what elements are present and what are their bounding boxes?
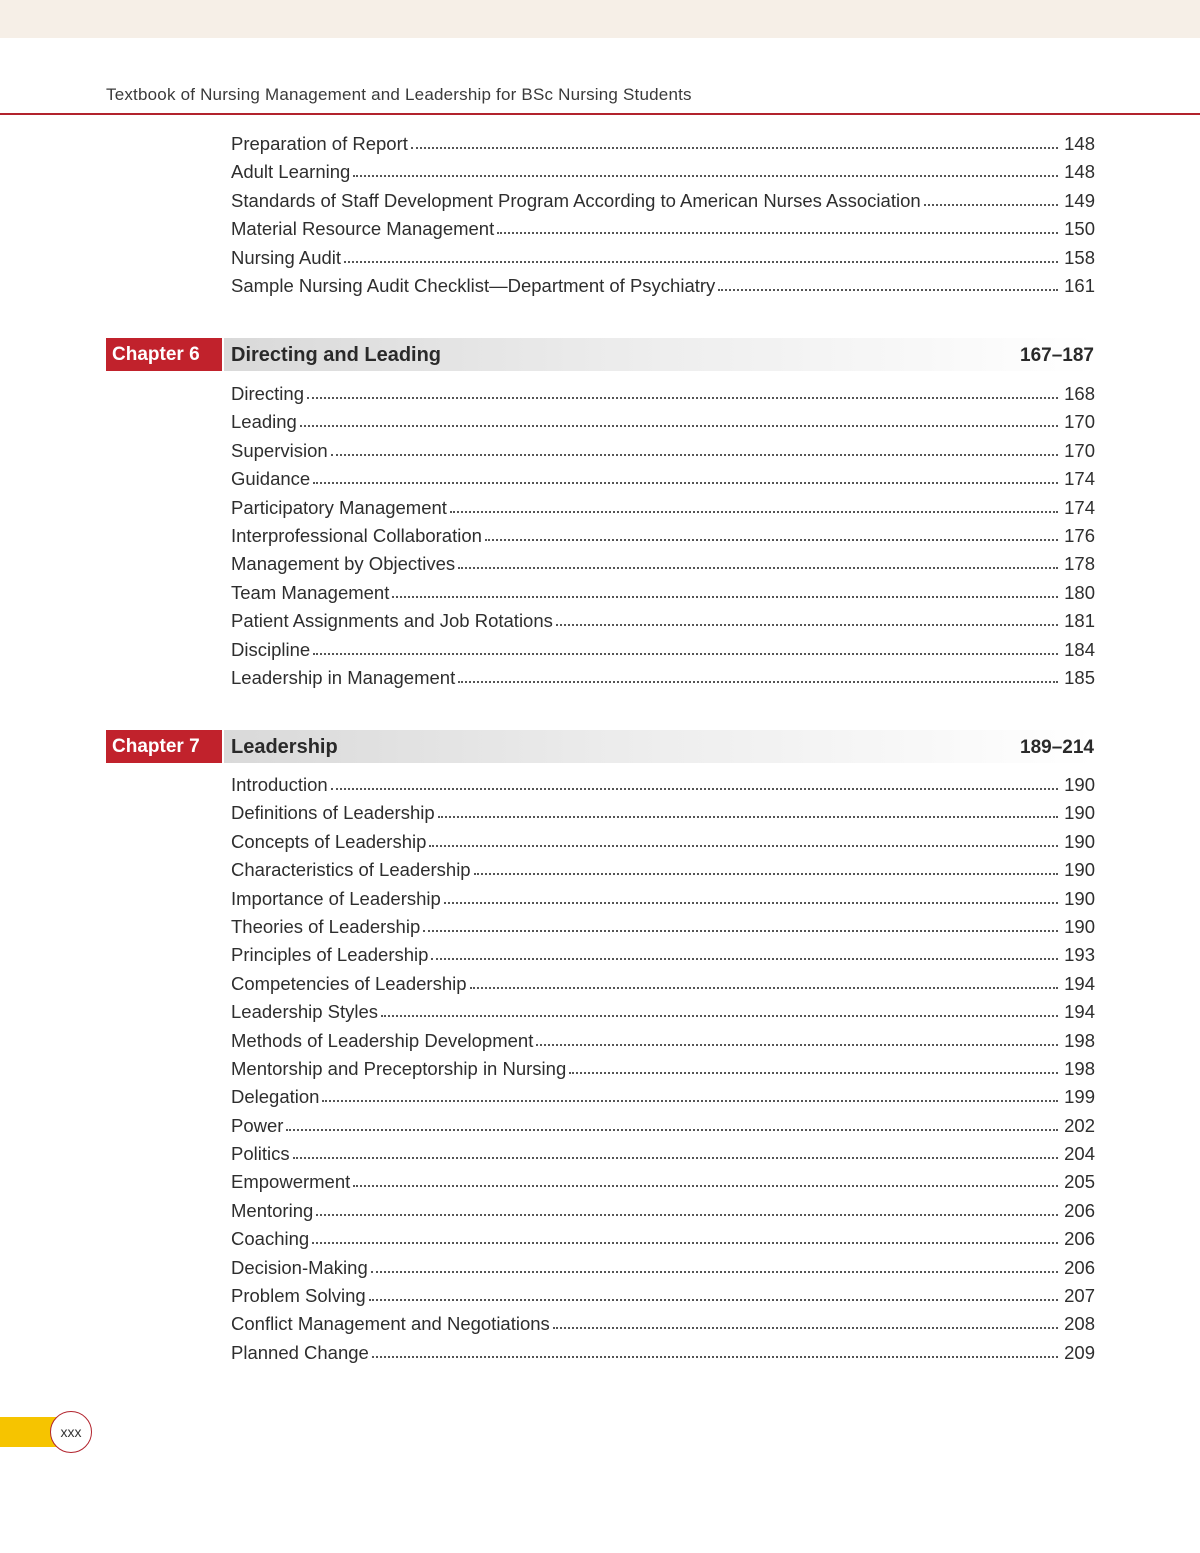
toc-entry-title: Participatory Management	[231, 496, 447, 518]
toc-entry-title: Guidance	[231, 468, 311, 490]
toc-entry-title: Discipline	[231, 638, 311, 660]
toc-entry[interactable]	[231, 497, 1095, 525]
toc-entry-page: 174	[1064, 468, 1095, 490]
toc-entry-page: 170	[1064, 411, 1095, 433]
toc-entry-title: Theories of Leadership	[231, 915, 421, 937]
toc-entry[interactable]	[231, 774, 1095, 802]
toc-entry[interactable]	[231, 1143, 1095, 1171]
toc-entry-title: Decision-Making	[231, 1256, 368, 1278]
toc-entry-page: 149	[1064, 189, 1095, 211]
toc-entry-title: Conflict Management and Negotiations	[231, 1313, 550, 1335]
toc-entry-page: 202	[1064, 1114, 1095, 1136]
dot-leader	[331, 449, 1058, 456]
toc-entry-title: Management by Objectives	[231, 553, 456, 575]
toc-entry-page: 194	[1064, 972, 1095, 994]
toc-entry-title: Directing	[231, 383, 304, 404]
page-number: xxx	[50, 1411, 92, 1453]
toc-entry-title: Nursing Audit	[231, 246, 342, 268]
toc-entry[interactable]	[231, 802, 1095, 830]
toc-entry-page: 148	[1064, 133, 1095, 154]
toc-entry[interactable]	[231, 639, 1095, 667]
toc-entry-title: Concepts of Leadership	[231, 830, 427, 852]
dot-leader	[316, 1209, 1058, 1216]
dot-leader	[392, 591, 1058, 598]
dot-leader	[381, 1010, 1058, 1017]
chapter-page-range: 167–187	[1020, 345, 1094, 366]
chapter-7-entries	[231, 774, 1095, 1370]
dot-leader	[536, 1039, 1058, 1046]
dot-leader	[450, 506, 1058, 513]
toc-continued-list	[231, 133, 1095, 303]
toc-entry-title: Mentorship and Preceptorship in Nursing	[231, 1057, 567, 1079]
dot-leader	[438, 811, 1058, 818]
toc-entry-page: 190	[1064, 830, 1095, 852]
toc-entry-page: 168	[1064, 383, 1095, 404]
toc-entry-page: 176	[1064, 524, 1095, 546]
dot-leader	[353, 170, 1058, 177]
toc-entry-title: Leadership Styles	[231, 1001, 379, 1023]
toc-entry-title: Methods of Leadership Development	[231, 1029, 534, 1051]
toc-entry[interactable]	[231, 1115, 1095, 1143]
toc-entry[interactable]	[231, 916, 1095, 944]
toc-entry[interactable]	[231, 468, 1095, 496]
dot-leader	[569, 1067, 1058, 1074]
dot-leader	[313, 648, 1058, 655]
toc-entry-page: 185	[1064, 666, 1095, 688]
dot-leader	[372, 1351, 1058, 1358]
toc-entry[interactable]	[231, 161, 1095, 189]
toc-entry-title: Adult Learning	[231, 161, 351, 183]
toc-entry-page: 199	[1064, 1086, 1095, 1108]
dot-leader	[718, 284, 1058, 291]
dot-leader	[429, 840, 1058, 847]
dot-leader	[369, 1294, 1058, 1301]
chapter-heading-band	[224, 730, 1094, 763]
toc-entry-title: Patient Assignments and Job Rotations	[231, 610, 553, 632]
toc-entry[interactable]	[231, 1171, 1095, 1199]
toc-entry-title: Characteristics of Leadership	[231, 859, 471, 881]
toc-entry-page: 206	[1064, 1256, 1095, 1278]
dot-leader	[485, 534, 1058, 541]
toc-entry-page: 190	[1064, 887, 1095, 909]
toc-entry-page: 184	[1064, 638, 1095, 660]
toc-entry-title: Coaching	[231, 1228, 310, 1250]
toc-entry-page: 209	[1064, 1341, 1095, 1363]
dot-leader	[322, 1095, 1058, 1102]
toc-entry-page: 148	[1064, 161, 1095, 183]
toc-entry-page: 198	[1064, 1029, 1095, 1051]
toc-entry-page: 190	[1064, 802, 1095, 824]
chapter-7-heading[interactable]	[106, 730, 1094, 763]
toc-entry[interactable]	[231, 859, 1095, 887]
chapter-label: Chapter 7	[106, 730, 222, 763]
toc-entry-page: 207	[1064, 1285, 1095, 1307]
chapter-label: Chapter 6	[106, 338, 222, 371]
toc-entry-page: 206	[1064, 1228, 1095, 1250]
dot-leader	[344, 256, 1058, 263]
dot-leader	[431, 953, 1058, 960]
toc-entry-title: Preparation of Report	[231, 133, 408, 154]
running-head: Textbook of Nursing Management and Leadership for BSc Nursing Students	[106, 85, 692, 104]
dot-leader	[444, 897, 1058, 904]
dot-leader	[458, 562, 1058, 569]
dot-leader	[293, 1152, 1059, 1159]
toc-entry[interactable]	[231, 888, 1095, 916]
dot-leader	[307, 392, 1058, 399]
toc-entry-title: Leading	[231, 411, 297, 433]
toc-entry-title: Definitions of Leadership	[231, 802, 435, 824]
dot-leader	[497, 227, 1058, 234]
toc-entry-page: 190	[1064, 915, 1095, 937]
dot-leader	[458, 676, 1058, 683]
toc-entry-title: Delegation	[231, 1086, 320, 1108]
toc-entry[interactable]	[231, 218, 1095, 246]
dot-leader	[470, 982, 1059, 989]
toc-entry[interactable]	[231, 411, 1095, 439]
toc-entry-title: Importance of Leadership	[231, 887, 441, 909]
toc-entry-title: Planned Change	[231, 1341, 369, 1363]
toc-entry-title: Politics	[231, 1143, 290, 1165]
toc-entry-title: Supervision	[231, 439, 328, 461]
toc-entry-page: 193	[1064, 944, 1095, 966]
toc-entry[interactable]	[231, 1313, 1095, 1341]
toc-entry[interactable]	[231, 1342, 1095, 1370]
toc-entry-title: Power	[231, 1114, 284, 1136]
toc-entry[interactable]	[231, 1285, 1095, 1313]
toc-entry-page: 208	[1064, 1313, 1095, 1335]
dot-leader	[411, 142, 1058, 149]
top-band	[0, 0, 1200, 38]
toc-entry[interactable]	[231, 1228, 1095, 1256]
toc-entry-page: 190	[1064, 774, 1095, 795]
chapter-6-entries	[231, 383, 1095, 695]
chapter-title: Directing and Leading	[231, 344, 442, 366]
toc-entry[interactable]	[231, 525, 1095, 553]
chapter-6-heading[interactable]	[106, 338, 1094, 371]
toc-entry-page: 161	[1064, 274, 1095, 296]
dot-leader	[924, 199, 1058, 206]
toc-entry-title: Competencies of Leadership	[231, 972, 467, 994]
dot-leader	[312, 1237, 1058, 1244]
toc-entry-page: 158	[1064, 246, 1095, 268]
toc-entry[interactable]	[231, 1030, 1095, 1058]
dot-leader	[553, 1322, 1058, 1329]
toc-entry-page: 150	[1064, 218, 1095, 240]
toc-entry-title: Problem Solving	[231, 1285, 366, 1307]
toc-entry-page: 194	[1064, 1001, 1095, 1023]
toc-entry[interactable]	[231, 944, 1095, 972]
toc-entry-page: 190	[1064, 859, 1095, 881]
toc-entry[interactable]	[231, 275, 1095, 303]
toc-entry[interactable]	[231, 440, 1095, 468]
dot-leader	[300, 420, 1058, 427]
dot-leader	[423, 925, 1058, 932]
toc-entry-page: 181	[1064, 610, 1095, 632]
toc-entry-page: 174	[1064, 496, 1095, 518]
toc-entry-title: Team Management	[231, 581, 390, 603]
toc-entry-page: 206	[1064, 1199, 1095, 1221]
dot-leader	[556, 619, 1058, 626]
toc-entry-title: Empowerment	[231, 1171, 351, 1193]
toc-entry-title: Standards of Staff Development Program According to American Nurses Association	[231, 189, 921, 211]
toc-entry[interactable]	[231, 973, 1095, 1001]
header-rule	[0, 113, 1200, 115]
toc-entry[interactable]	[231, 831, 1095, 859]
toc-entry[interactable]	[231, 582, 1095, 610]
toc-entry[interactable]	[231, 553, 1095, 581]
chapter-page-range: 189–214	[1020, 737, 1094, 758]
toc-entry-title: Introduction	[231, 774, 328, 795]
dot-leader	[474, 868, 1059, 875]
toc-entry-page: 180	[1064, 581, 1095, 603]
toc-entry[interactable]	[231, 1058, 1095, 1086]
dot-leader	[313, 477, 1058, 484]
dot-leader	[286, 1124, 1058, 1131]
toc-entry[interactable]	[231, 383, 1095, 411]
toc-entry-page: 205	[1064, 1171, 1095, 1193]
toc-entry-title: Leadership in Management	[231, 666, 456, 688]
toc-entry[interactable]	[231, 1086, 1095, 1114]
toc-entry-page: 170	[1064, 439, 1095, 461]
toc-entry-title: Interprofessional Collaboration	[231, 524, 482, 546]
toc-entry-page: 178	[1064, 553, 1095, 575]
toc-entry[interactable]	[231, 1001, 1095, 1029]
toc-entry-page: 198	[1064, 1057, 1095, 1079]
toc-entry-title: Sample Nursing Audit Checklist—Department of Psychiatry	[231, 274, 716, 296]
dot-leader	[353, 1180, 1058, 1187]
dot-leader	[331, 783, 1058, 790]
dot-leader	[371, 1266, 1058, 1273]
toc-entry-title: Principles of Leadership	[231, 944, 429, 966]
toc-entry-title: Mentoring	[231, 1199, 314, 1221]
toc-entry[interactable]	[231, 1257, 1095, 1285]
toc-entry-title: Material Resource Management	[231, 218, 495, 240]
toc-entry[interactable]	[231, 247, 1095, 275]
toc-entry[interactable]	[231, 667, 1095, 695]
toc-entry[interactable]	[231, 610, 1095, 638]
toc-entry[interactable]	[231, 190, 1095, 218]
toc-entry-page: 204	[1064, 1143, 1095, 1165]
chapter-title: Leadership	[231, 736, 338, 758]
toc-entry[interactable]	[231, 133, 1095, 161]
toc-entry[interactable]	[231, 1200, 1095, 1228]
